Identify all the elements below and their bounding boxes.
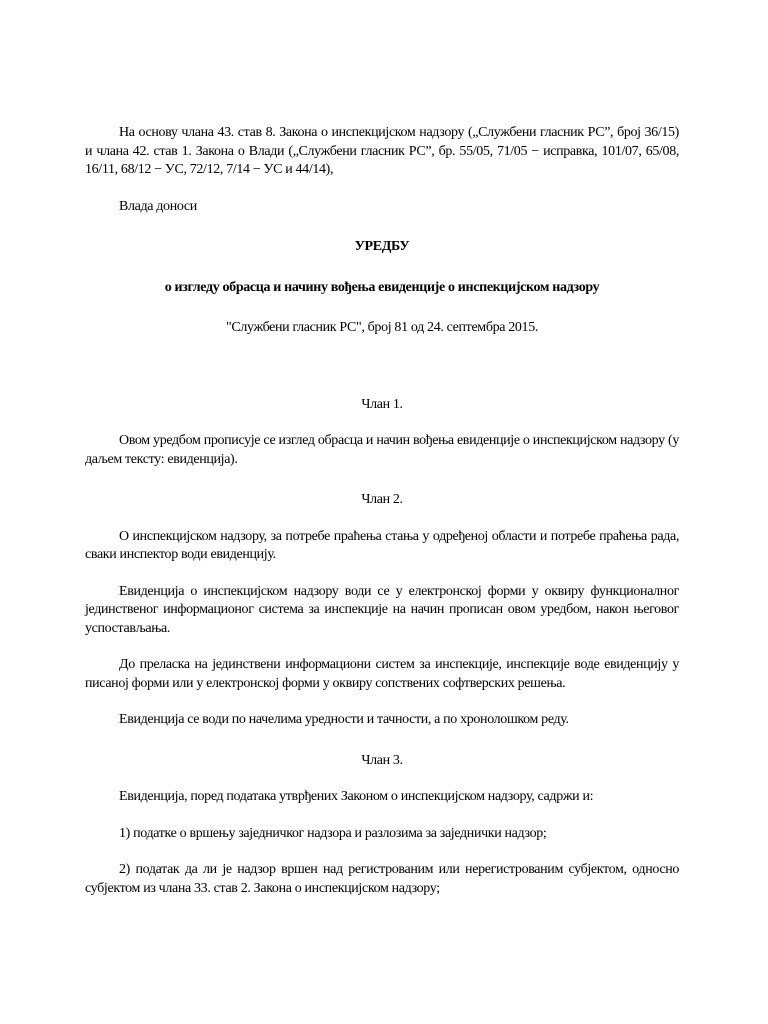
document-page — [85, 124, 679, 898]
article-3-heading: Члан 3. — [361, 752, 403, 768]
article-2-paragraph-3: До преласка на јединствени информациони систем за инспекције, инспекције воде евиденцију у писаној форми или у електронској форми у оквиру сопствених софтверских решења. — [85, 657, 679, 691]
gazette-reference: "Службени гласник РС", број 81 од 24. септембра 2015. — [225, 320, 539, 335]
article-2-paragraph-1: О инспекцијском надзору, за потребе праћења стања у одређеној области и потребе праћења рада, сваки инспектор води евиденцију. — [85, 528, 679, 562]
article-2-paragraph-2: Евиденција о инспекцијском надзору води се у електронској форми у оквиру функционалног јединственог информационог система за инспекције на начин прописан овом уредбом, након његовог успостављања. — [85, 583, 679, 636]
article-2-heading: Члан 2. — [361, 492, 403, 507]
article-3-item-1: 1) податке о вршењу заједничког надзора и разлозима за заједнички надзор; — [119, 825, 547, 841]
article-2-paragraph-4: Евиденција се води по начелима уредности и тачности, а по хронолошком реду. — [119, 712, 569, 727]
issuer-line: Влада доноси — [119, 198, 197, 214]
article-1-paragraph-1: Овом уредбом прописује се изглед обрасца и начин вођења евиденције о инспекцијском надзору (у даљем тексту: евиденција). — [85, 433, 679, 467]
article-3-item-2: 2) податак да ли је надзор вршен над регистрованим или нерегистрованим субјектом, односно субјектом из члана 33. став 2. Закона о инспекцијском надзору; — [85, 862, 679, 896]
preamble-paragraph: На основу члана 43. став 8. Закона о инспекцијском надзору („Службени гласник РС”, број 36/15) и члана 42. став 1. Закона о Влади („Службени гласник РС”, бр. 55/05, 71/05 − исправка, 101/07, 65/08, 16/11, 68/12 − УС, 72/12, 7/14 − УС и 44/14), — [85, 125, 679, 177]
article-1-heading: Члан 1. — [361, 396, 403, 412]
document-title: УРЕДБУ — [354, 239, 410, 254]
article-3-paragraph-1: Евиденција, поред података утврђених Законом о инспекцијском надзору, садржи и: — [119, 789, 594, 804]
document-subtitle: о изгледу обрасца и начину вођења евиденције о инспекцијском надзору — [164, 279, 600, 295]
